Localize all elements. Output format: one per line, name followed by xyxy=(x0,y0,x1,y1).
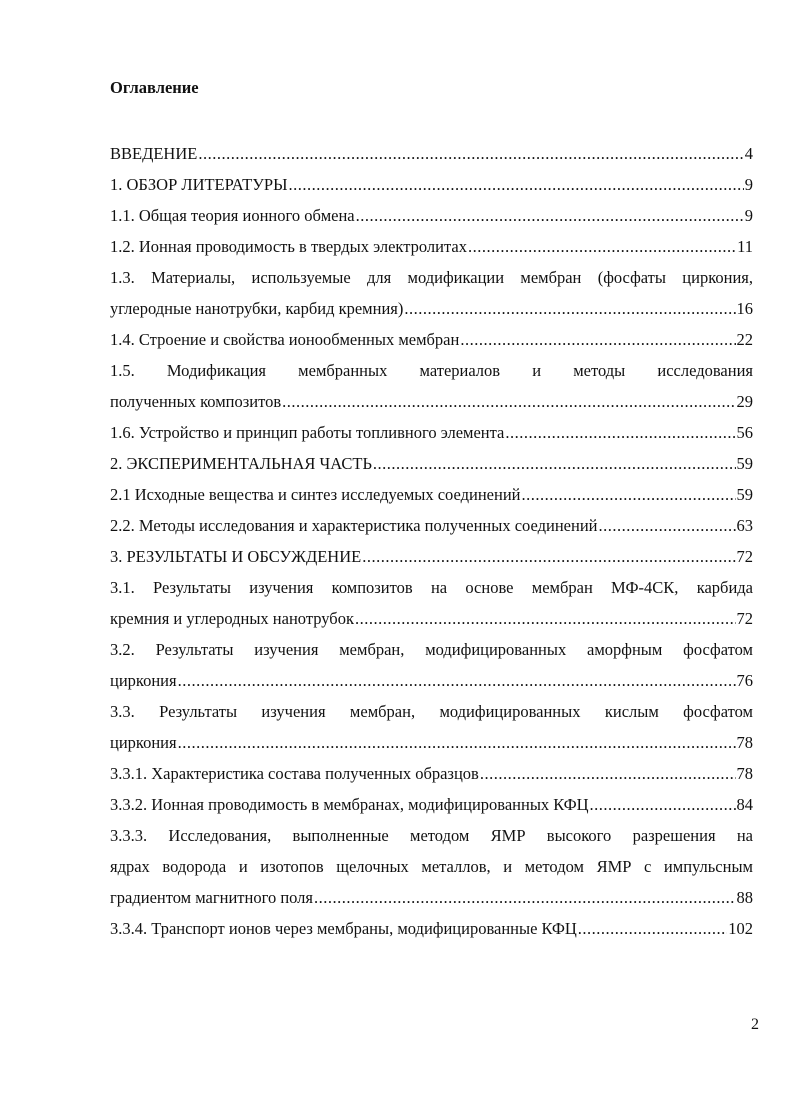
toc-entry xyxy=(110,820,753,913)
toc-entry-title: 2.1 Исходные вещества и синтез исследуемых соединений xyxy=(110,485,521,504)
toc-entry-title-first-line: 3.1. Результаты изучения композитов на основе мембран МФ-4СК, карбида xyxy=(110,578,753,597)
toc-entry-page: 84 xyxy=(736,795,753,814)
toc-entry-page: 72 xyxy=(736,547,753,566)
toc-entry xyxy=(110,200,753,231)
toc-entry-title: 3.3.1. Характеристика состава полученных образцов xyxy=(110,764,479,783)
toc-entry xyxy=(110,913,753,944)
toc-entry-title: 3.3.4. Транспорт ионов через мембраны, модифицированные КФЦ xyxy=(110,919,577,938)
toc-entry-title: кремния и углеродных нанотрубок xyxy=(110,609,354,628)
toc-entry-page: 63 xyxy=(736,516,753,535)
toc-entry-title-first-line: 3.3. Результаты изучения мембран, модифицированных кислым фосфатом xyxy=(110,702,753,721)
toc-entry xyxy=(110,169,753,200)
toc-entry-title: 2. ЭКСПЕРИМЕНТАЛЬНАЯ ЧАСТЬ xyxy=(110,454,372,473)
toc-entry-title: циркония xyxy=(110,733,177,752)
dot-leader xyxy=(178,665,736,696)
dot-leader xyxy=(373,448,736,479)
toc-entry-page: 9 xyxy=(744,175,753,194)
toc-entry xyxy=(110,789,753,820)
toc-entry-title: 2.2. Методы исследования и характеристика полученных соединений xyxy=(110,516,598,535)
toc-entry-title-first-line: 1.3. Материалы, используемые для модификации мембран (фосфаты циркония, xyxy=(110,268,753,287)
toc-entry-title: полученных композитов xyxy=(110,392,282,411)
toc-entry-title-first-line: 1.5. Модификация мембранных материалов и методы исследования xyxy=(110,361,753,380)
table-of-contents xyxy=(110,138,753,944)
toc-entry-title: 1. ОБЗОР ЛИТЕРАТУРЫ xyxy=(110,175,288,194)
toc-entry-title: 1.2. Ионная проводимость в твердых электролитах xyxy=(110,237,467,256)
dot-leader xyxy=(505,417,735,448)
toc-entry xyxy=(110,758,753,789)
toc-entry-page: 4 xyxy=(744,144,753,163)
dot-leader xyxy=(356,200,744,231)
dot-leader xyxy=(355,603,736,634)
toc-entry xyxy=(110,324,753,355)
toc-entry-title: 3.3.2. Ионная проводимость в мембранах, модифицированных КФЦ xyxy=(110,795,589,814)
toc-entry xyxy=(110,262,753,324)
toc-entry-title: 1.6. Устройство и принцип работы топливного элемента xyxy=(110,423,505,442)
toc-entry-page: 59 xyxy=(736,485,753,504)
toc-entry xyxy=(110,479,753,510)
dot-leader xyxy=(289,169,744,200)
dot-leader xyxy=(590,789,736,820)
toc-entry xyxy=(110,231,753,262)
page-number: 2 xyxy=(751,1016,759,1033)
dot-leader xyxy=(178,727,736,758)
toc-entry xyxy=(110,541,753,572)
toc-entry-page: 76 xyxy=(736,671,753,690)
dot-leader xyxy=(578,913,727,944)
toc-entry-page: 16 xyxy=(736,299,753,318)
dot-leader xyxy=(521,479,735,510)
toc-entry-page: 59 xyxy=(736,454,753,473)
toc-entry-page: 56 xyxy=(736,423,753,442)
toc-entry-title-first-line: 3.2. Результаты изучения мембран, модифицированных аморфным фосфатом xyxy=(110,640,753,659)
toc-entry-title-first-line: 3.3.3. Исследования, выполненные методом ЯМР высокого разрешения на xyxy=(110,826,753,845)
toc-heading: Оглавление xyxy=(110,78,199,97)
toc-entry-title: циркония xyxy=(110,671,177,690)
dot-leader xyxy=(404,293,735,324)
toc-entry-page: 11 xyxy=(737,237,753,256)
toc-entry xyxy=(110,448,753,479)
dot-leader xyxy=(282,386,735,417)
toc-entry-page: 9 xyxy=(744,206,753,225)
toc-entry-page: 78 xyxy=(736,764,753,783)
toc-entry-title: ВВЕДЕНИЕ xyxy=(110,144,198,163)
dot-leader xyxy=(314,882,735,913)
toc-entry xyxy=(110,138,753,169)
dot-leader xyxy=(468,231,736,262)
toc-entry xyxy=(110,355,753,417)
toc-entry-title: градиентом магнитного поля xyxy=(110,888,314,907)
toc-entry xyxy=(110,634,753,696)
toc-entry-title: углеродные нанотрубки, карбид кремния) xyxy=(110,299,404,318)
toc-entry-page: 102 xyxy=(728,919,753,938)
dot-leader xyxy=(598,510,735,541)
dot-leader xyxy=(362,541,735,572)
toc-entry xyxy=(110,696,753,758)
toc-entry-title: 3. РЕЗУЛЬТАТЫ И ОБСУЖДЕНИЕ xyxy=(110,547,362,566)
toc-entry-title: 1.1. Общая теория ионного обмена xyxy=(110,206,355,225)
toc-entry-page: 22 xyxy=(736,330,753,349)
toc-entry xyxy=(110,417,753,448)
dot-leader xyxy=(198,138,743,169)
toc-entry-page: 29 xyxy=(736,392,753,411)
toc-entry xyxy=(110,572,753,634)
toc-entry-title: 1.4. Строение и свойства ионообменных мембран xyxy=(110,330,460,349)
dot-leader xyxy=(480,758,736,789)
dot-leader xyxy=(460,324,735,355)
toc-entry-title-second-line: ядрах водорода и изотопов щелочных металлов, и методом ЯМР с импульсным xyxy=(110,857,753,876)
toc-entry-page: 72 xyxy=(736,609,753,628)
toc-entry xyxy=(110,510,753,541)
toc-entry-page: 88 xyxy=(736,888,753,907)
toc-entry-page: 78 xyxy=(736,733,753,752)
